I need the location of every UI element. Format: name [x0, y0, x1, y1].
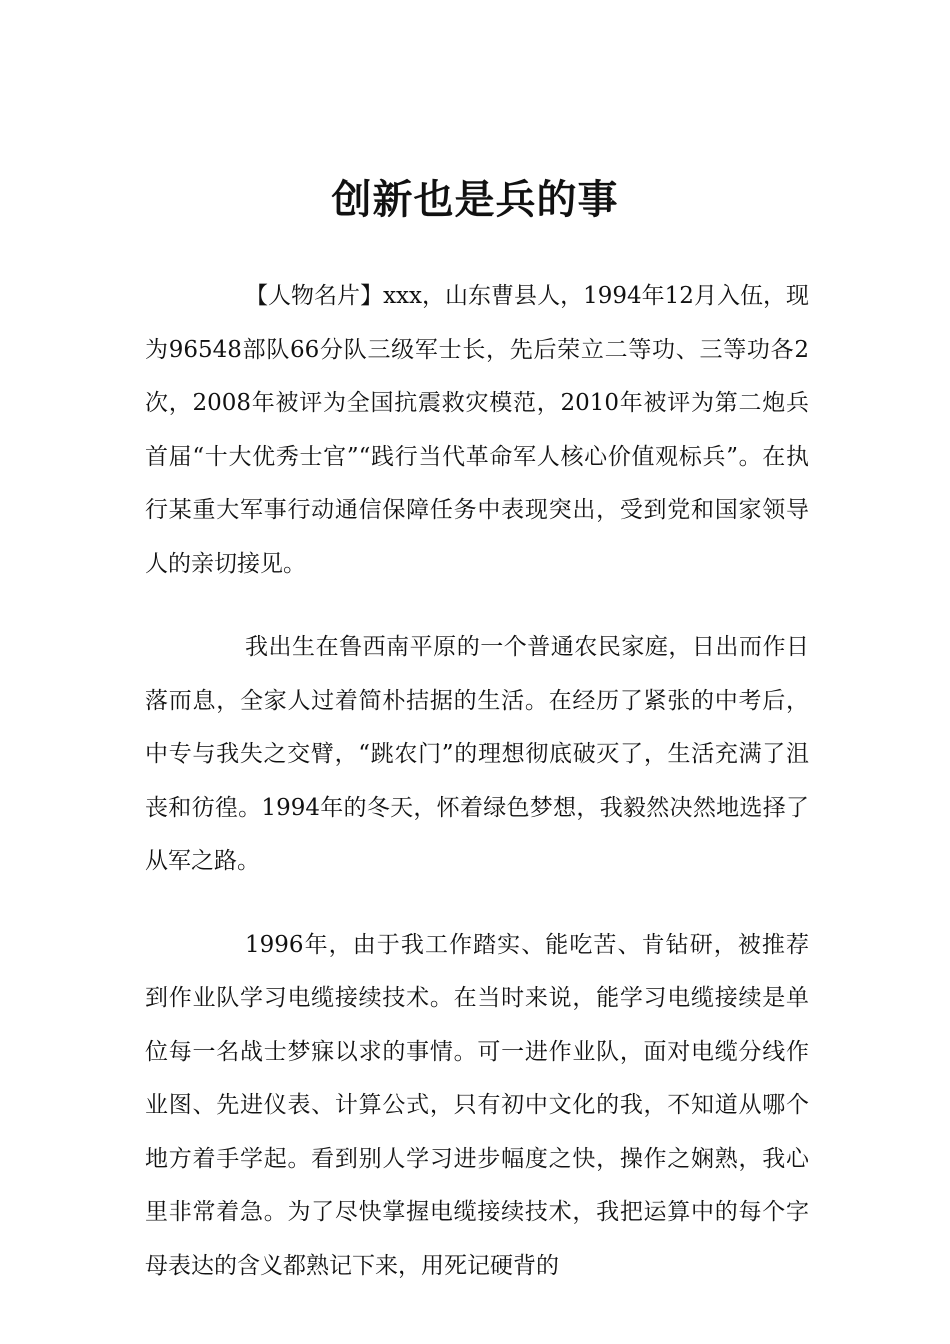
paragraph-background: 我出生在鲁西南平原的一个普通农民家庭，日出而作日落而息，全家人过着简朴拮据的生活。在经历了紧张的中考后，中专与我失之交臂，“跳农门”的理想彻底破灭了，生活充满了沮丧和彷徨。1994年的冬天，怀着绿色梦想，我毅然决然地选择了从军之路。 [145, 634, 809, 874]
paragraph-training: 1996年，由于我工作踏实、能吃苦、肯钻研，被推荐到作业队学习电缆接续技术。在当时来说，能学习电缆接续是单位每一名战士梦寐以求的事情。可一进作业队，面对电缆分线作业图、先进仪表、计算公式，只有初中文化的我，不知道从哪个地方着手学起。看到别人学习进步幅度之快，操作之娴熟，我心里非常着急。为了尽快掌握电缆接续技术，我把运算中的每个字母表达的含义都熟记下来，用死记硬背的 [145, 931, 809, 1279]
paragraph-profile: 【人物名片】xxx，山东曹县人，1994年12月入伍，现为96548部队66分队三级军士长，先后荣立二等功、三等功各2次，2008年被评为全国抗震救灾模范，2010年被评为第二炮兵首届“十大优秀士官”“践行当代革命军人核心价值观标兵”。在执行某重大军事行动通信保障任务中表现突出，受到党和国家领导人的亲切接见。 [145, 283, 809, 577]
document-title: 创新也是兵的事 [331, 176, 619, 223]
document-body [145, 270, 809, 1323]
